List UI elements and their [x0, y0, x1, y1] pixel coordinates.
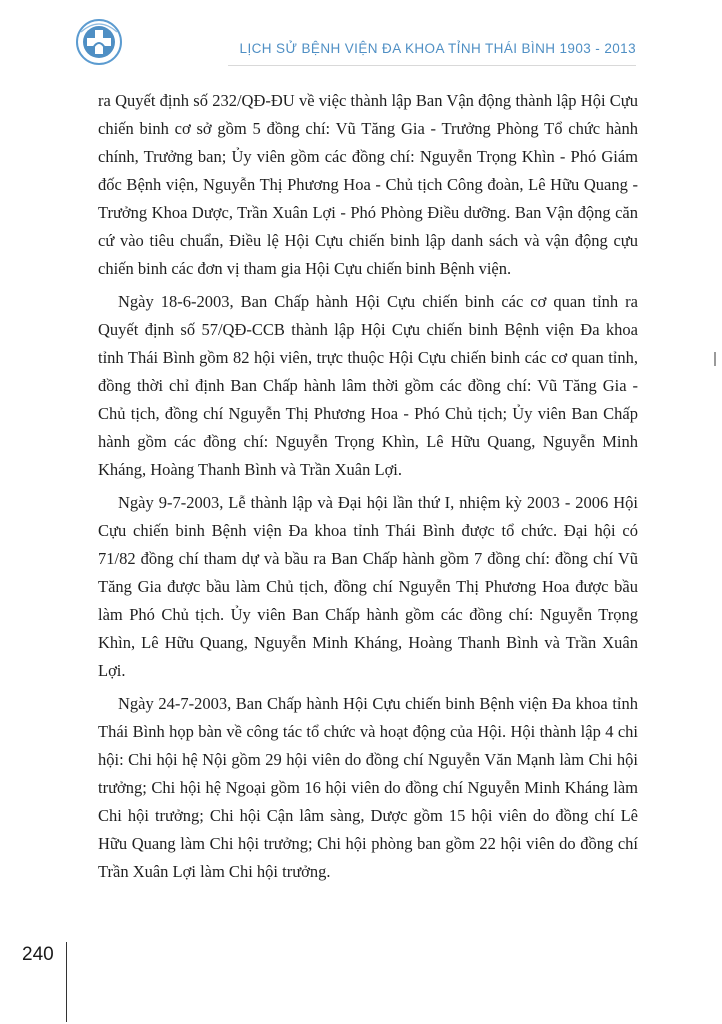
paragraph: Ngày 18-6-2003, Ban Chấp hành Hội Cựu chiến binh các cơ quan tỉnh ra Quyết định số 57/QĐ-CCB thành lập Hội Cựu chiến binh Bệnh viện Đa khoa tỉnh Thái Bình gồm 82 hội viên, trực thuộc Hội Cựu chiến binh các cơ quan tỉnh, đồng thời chỉ định Ban Chấp hành lâm thời gồm các đồng chí: Vũ Tăng Gia - Chủ tịch, đồng chí Nguyễn Thị Phương Hoa - Phó Chủ tịch; Ủy viên Ban Chấp hành gồm các đồng chí: Nguyễn Trọng Khìn, Lê Hữu Quang, Nguyễn Minh Kháng, Hoàng Thanh Bình và Trần Xuân Lợi. [98, 292, 638, 479]
header-divider [228, 65, 636, 66]
paragraph: Ngày 24-7-2003, Ban Chấp hành Hội Cựu chiến binh Bệnh viện Đa khoa tỉnh Thái Bình họp bàn về công tác tổ chức và hoạt động của Hội. Hội thành lập 4 chi hội: Chi hội hệ Nội gồm 29 hội viên do đồng chí Nguyễn Văn Mạnh làm Chi hội trưởng; Chi hội hệ Ngoại gồm 16 hội viên do đồng chí Nguyễn Minh Kháng làm Chi hội trưởng; Chi hội Cận lâm sàng, Dược gồm 15 hội viên do đồng chí Lê Hữu Quang làm Chi hội trưởng; Chi hội phòng ban gồm 22 hội viên do đồng chí Trần Xuân Lợi làm Chi hội trưởng. [98, 694, 638, 881]
paragraph: ra Quyết định số 232/QĐ-ĐU về việc thành lập Ban Vận động thành lập Hội Cựu chiến binh cơ sở gồm 5 đồng chí: Vũ Tăng Gia - Trưởng Phòng Tổ chức hành chính, Trưởng ban; Ủy viên gồm các đồng chí: Nguyễn Trọng Khìn - Phó Giám đốc Bệnh viện, Nguyễn Thị Phương Hoa - Chủ tịch Công đoàn, Lê Hữu Quang - Trưởng Khoa Dược, Trần Xuân Lợi - Phó Phòng Điều dưỡng. Ban Vận động căn cứ vào tiêu chuẩn, Điều lệ Hội Cựu chiến binh lập danh sách và vận động cựu chiến binh các đơn vị tham gia Hội Cựu chiến binh Bệnh viện. [98, 91, 638, 278]
hospital-emblem-icon [75, 18, 123, 66]
footer-divider [66, 942, 67, 1022]
page-number: 240 [22, 944, 54, 965]
running-header-title: LỊCH SỬ BỆNH VIỆN ĐA KHOA TỈNH THÁI BÌNH 1903 - 2013 [239, 41, 636, 56]
margin-mark [714, 352, 716, 366]
paragraph: Ngày 9-7-2003, Lễ thành lập và Đại hội lần thứ I, nhiệm kỳ 2003 - 2006 Hội Cựu chiến binh Bệnh viện Đa khoa tỉnh Thái Bình được tổ chức. Đại hội có 71/82 đồng chí tham dự và bầu ra Ban Chấp hành gồm 7 đồng chí: đồng chí Vũ Tăng Gia được bầu làm Chủ tịch, đồng chí Nguyễn Thị Phương Hoa được bầu làm Phó Chủ tịch. Ủy viên Ban Chấp hành gồm các đồng chí: Nguyễn Trọng Khìn, Lê Hữu Quang, Nguyễn Minh Kháng, Hoàng Thanh Bình và Trần Xuân Lợi. [98, 493, 638, 680]
body-text [98, 87, 638, 891]
